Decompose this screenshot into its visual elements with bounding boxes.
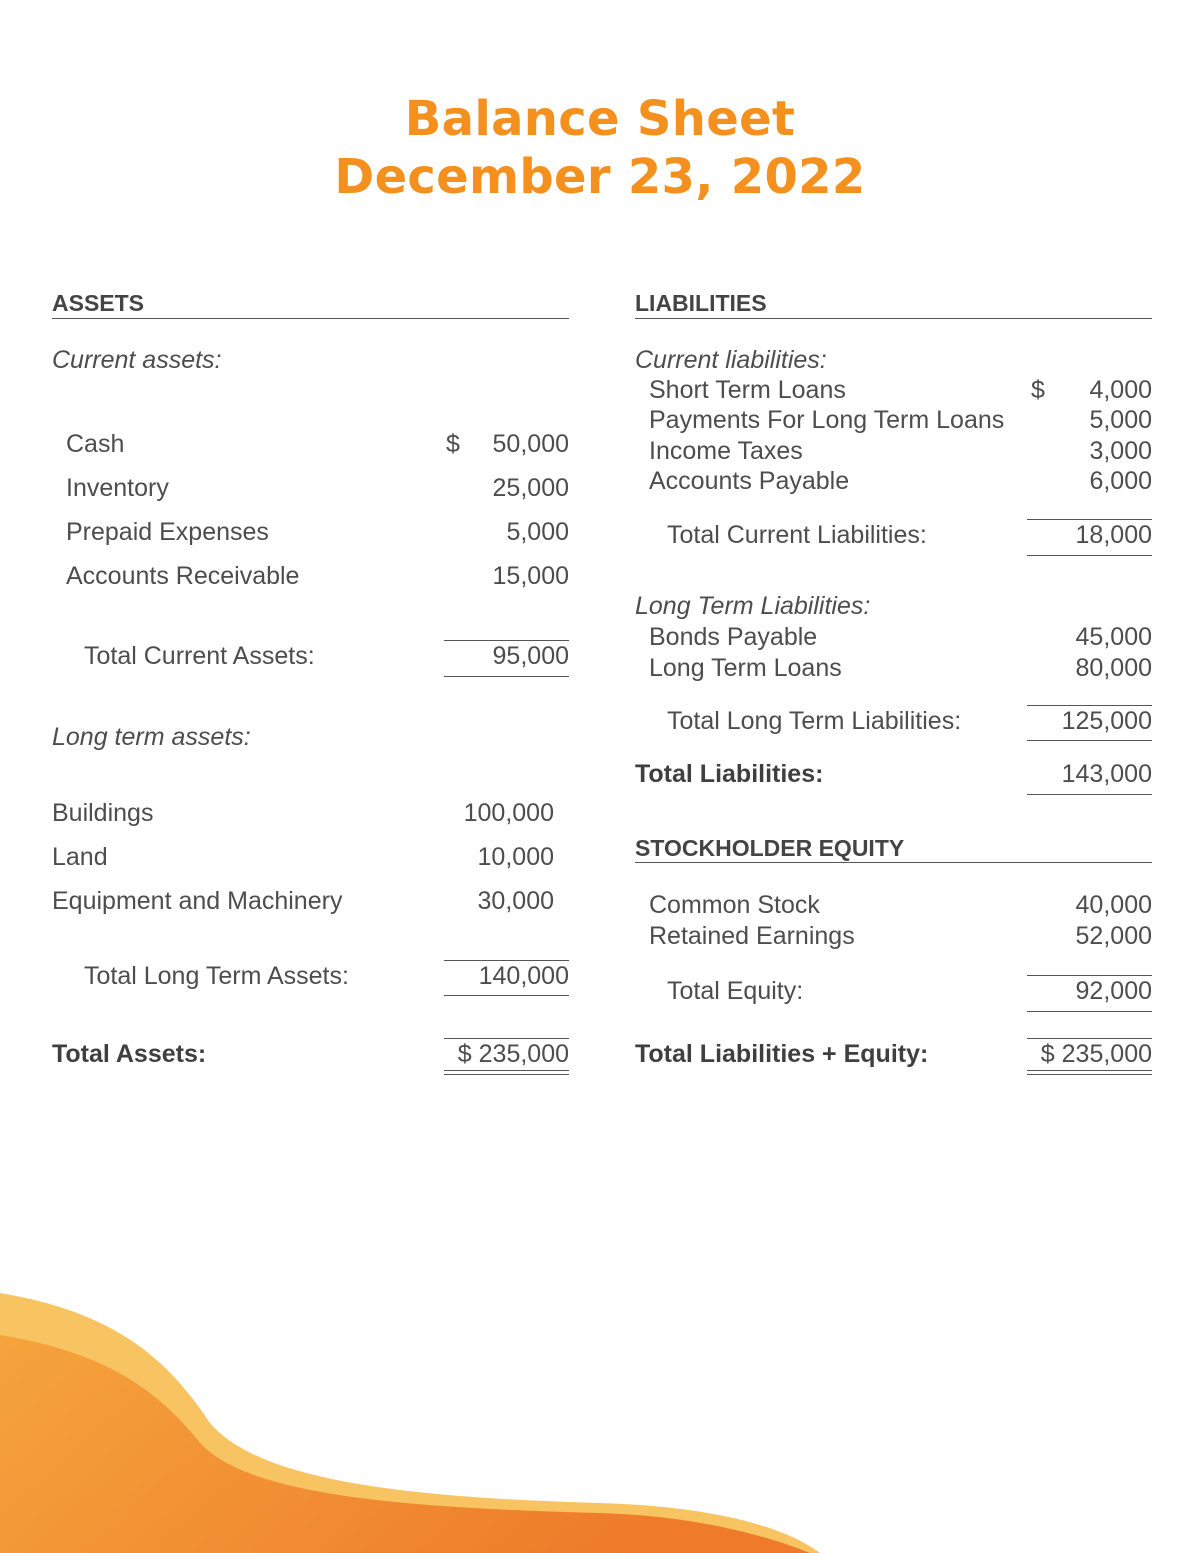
total-current-assets-bottom-rule: [444, 676, 569, 677]
short-term-loans-currency: $: [1031, 376, 1045, 404]
cash-currency: $: [446, 430, 460, 458]
equipment-label: Equipment and Machinery: [52, 887, 343, 915]
total-assets-value: $ 235,000: [457, 1040, 569, 1068]
cash-label: Cash: [66, 430, 125, 458]
total-assets-double-rule-1: [444, 1070, 569, 1071]
total-long-liabilities-value: 125,000: [1061, 707, 1152, 735]
accounts-receivable-label: Accounts Receivable: [66, 562, 300, 590]
total-assets-label: Total Assets:: [52, 1040, 207, 1068]
total-long-liabilities-label: Total Long Term Liabilities:: [667, 707, 962, 735]
bonds-payable-value: 45,000: [1075, 623, 1152, 651]
total-current-liabilities-label: Total Current Liabilities:: [667, 521, 927, 549]
grand-total-double-rule-1: [1027, 1070, 1152, 1071]
total-long-liabilities-top-rule: [1027, 705, 1152, 706]
accounts-receivable-value: 15,000: [492, 562, 569, 590]
income-taxes-value: 3,000: [1089, 437, 1152, 465]
prepaid-expenses-label: Prepaid Expenses: [66, 518, 269, 546]
total-liabilities-value: 143,000: [1061, 760, 1152, 788]
buildings-value: 100,000: [463, 799, 554, 827]
payments-long-term-loans-value: 5,000: [1089, 406, 1152, 434]
retained-earnings-value: 52,000: [1075, 922, 1152, 950]
total-long-assets-value: 140,000: [478, 962, 569, 990]
short-term-loans-value: 4,000: [1089, 376, 1152, 404]
grand-total-double-rule-2: [1027, 1074, 1152, 1075]
total-current-assets-value: 95,000: [492, 642, 569, 670]
long-term-loans-value: 80,000: [1075, 654, 1152, 682]
long-term-assets-label: Long term assets:: [52, 723, 251, 751]
cash-value: 50,000: [492, 430, 569, 458]
prepaid-expenses-value: 5,000: [506, 518, 569, 546]
bonds-payable-label: Bonds Payable: [649, 623, 818, 651]
grand-total-top-rule: [1027, 1038, 1152, 1039]
total-current-liabilities-value: 18,000: [1075, 521, 1152, 549]
inventory-value: 25,000: [492, 474, 569, 502]
current-assets-label: Current assets:: [52, 346, 222, 374]
total-current-liabilities-top-rule: [1027, 519, 1152, 520]
land-value: 10,000: [477, 843, 554, 871]
common-stock-value: 40,000: [1075, 891, 1152, 919]
total-equity-label: Total Equity:: [667, 977, 804, 1005]
total-long-assets-bottom-rule: [444, 995, 569, 996]
total-current-assets-label: Total Current Assets:: [84, 642, 315, 670]
total-assets-double-rule-2: [444, 1074, 569, 1075]
equipment-value: 30,000: [477, 887, 554, 915]
total-current-assets-top-rule: [444, 640, 569, 641]
land-label: Land: [52, 843, 108, 871]
total-assets-top-rule: [444, 1038, 569, 1039]
grand-total-value: $ 235,000: [1040, 1040, 1152, 1068]
assets-heading-rule: [52, 318, 569, 319]
page-date: December 23, 2022: [334, 149, 866, 205]
decorative-wave-graphic: [0, 1283, 1200, 1553]
common-stock-label: Common Stock: [649, 891, 820, 919]
grand-total-label: Total Liabilities + Equity:: [635, 1040, 929, 1068]
total-liabilities-bottom-rule: [1027, 794, 1152, 795]
payments-long-term-loans-label: Payments For Long Term Loans: [649, 406, 1005, 434]
long-term-loans-label: Long Term Loans: [649, 654, 842, 682]
total-long-liabilities-bottom-rule: [1027, 740, 1152, 741]
total-liabilities-label: Total Liabilities:: [635, 760, 824, 788]
total-current-liabilities-bottom-rule: [1027, 555, 1152, 556]
total-equity-bottom-rule: [1027, 1011, 1152, 1012]
total-equity-value: 92,000: [1075, 977, 1152, 1005]
inventory-label: Inventory: [66, 474, 169, 502]
page-title: Balance Sheet: [404, 91, 796, 147]
liabilities-heading-rule: [635, 318, 1152, 319]
income-taxes-label: Income Taxes: [649, 437, 803, 465]
equity-heading: STOCKHOLDER EQUITY: [635, 835, 905, 861]
long-term-liabilities-label: Long Term Liabilities:: [635, 592, 871, 620]
equity-heading-rule: [635, 862, 1152, 863]
accounts-payable-value: 6,000: [1089, 467, 1152, 495]
current-liabilities-label: Current liabilities:: [635, 346, 827, 374]
total-equity-top-rule: [1027, 975, 1152, 976]
total-long-assets-top-rule: [444, 960, 569, 961]
short-term-loans-label: Short Term Loans: [649, 376, 846, 404]
buildings-label: Buildings: [52, 799, 154, 827]
total-long-assets-label: Total Long Term Assets:: [84, 962, 349, 990]
accounts-payable-label: Accounts Payable: [649, 467, 850, 495]
assets-heading: ASSETS: [52, 290, 145, 316]
liabilities-heading: LIABILITIES: [635, 290, 767, 316]
retained-earnings-label: Retained Earnings: [649, 922, 855, 950]
